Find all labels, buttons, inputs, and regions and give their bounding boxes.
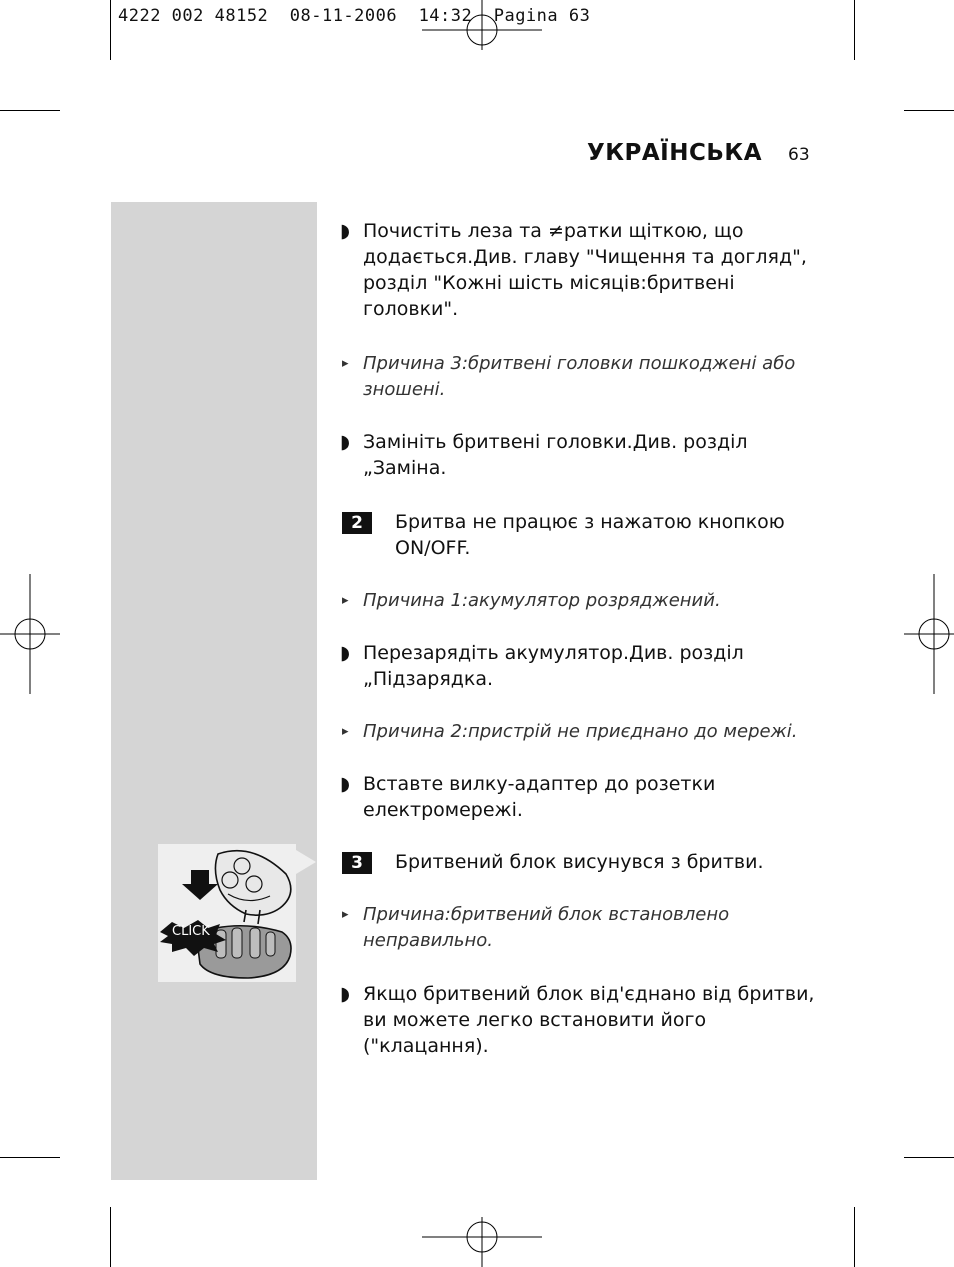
crop-mark	[854, 1207, 855, 1267]
down-arrow-icon	[182, 870, 218, 900]
cause-bullet-icon: ▸	[342, 907, 349, 922]
action-item	[340, 771, 833, 823]
action-text: Якщо бритвений блок від'єднано від бритви, ви можете легко встановити його ("клацання).	[363, 983, 815, 1057]
cause-item	[340, 588, 833, 614]
registration-mark-icon	[0, 574, 60, 694]
click-label: CLICK	[172, 924, 210, 939]
action-bullet-icon: ◗	[340, 773, 351, 795]
cause-bullet-icon: ▸	[342, 593, 349, 608]
registration-mark-icon	[894, 574, 954, 694]
action-text: Замініть бритвені головки.Див. розділ „Заміна.	[363, 431, 748, 479]
cause-text: Причина:бритвений блок встановлено неправильно.	[363, 904, 730, 951]
crop-mark	[110, 1207, 111, 1267]
step-number: 2	[342, 512, 372, 534]
cause-bullet-icon: ▸	[342, 724, 349, 739]
crop-mark	[0, 1157, 60, 1158]
crop-mark	[904, 1157, 954, 1158]
cause-item	[340, 351, 833, 403]
action-item	[340, 981, 833, 1059]
action-bullet-icon: ◗	[340, 983, 351, 1005]
cause-text: Причина 3:бритвені головки пошкоджені або зношені.	[363, 353, 796, 400]
crop-mark	[110, 0, 111, 60]
crop-mark	[904, 110, 954, 111]
page-title: УКРАЇНСЬКА	[586, 140, 762, 166]
action-item	[340, 429, 833, 481]
cause-item	[340, 902, 833, 954]
cause-item	[340, 719, 833, 745]
crop-mark	[0, 110, 60, 111]
print-header: 4222 002 48152 08-11-2006 14:32 Pagina 63	[118, 6, 591, 26]
step-number: 3	[342, 852, 372, 874]
page-number: 63	[788, 145, 810, 165]
step-text: Бритвений блок висунувся з бритви.	[395, 851, 764, 873]
action-bullet-icon: ◗	[340, 220, 351, 242]
cause-text: Причина 1:акумулятор розряджений.	[363, 590, 721, 611]
cause-bullet-icon: ▸	[342, 356, 349, 371]
illustration-pointer	[296, 850, 316, 874]
action-text: Вставте вилку-адаптер до розетки електромережі.	[363, 773, 716, 821]
action-text: Перезарядіть акумулятор.Див. розділ „Підзарядка.	[363, 642, 744, 690]
action-text: Почистіть леза та ≠ратки щіткою, що додається.Див. главу "Чищення та догляд", розділ "Кожні шість місяців:бритвені головки".	[363, 220, 807, 320]
action-item	[340, 640, 833, 692]
registration-mark-icon	[422, 0, 542, 60]
registration-mark-icon	[422, 1207, 542, 1267]
shaver-head-icon	[158, 844, 296, 982]
shaver-illustration	[158, 844, 296, 982]
action-bullet-icon: ◗	[340, 431, 351, 453]
action-item	[340, 218, 833, 322]
step-item	[340, 849, 865, 875]
side-band	[111, 202, 317, 1180]
step-text: Бритва не працює з нажатою кнопкою ON/OFF.	[395, 511, 785, 559]
action-bullet-icon: ◗	[340, 642, 351, 664]
crop-mark	[854, 0, 855, 60]
cause-text: Причина 2:пристрій не приєднано до мережі.	[363, 721, 798, 742]
step-item	[340, 509, 865, 561]
